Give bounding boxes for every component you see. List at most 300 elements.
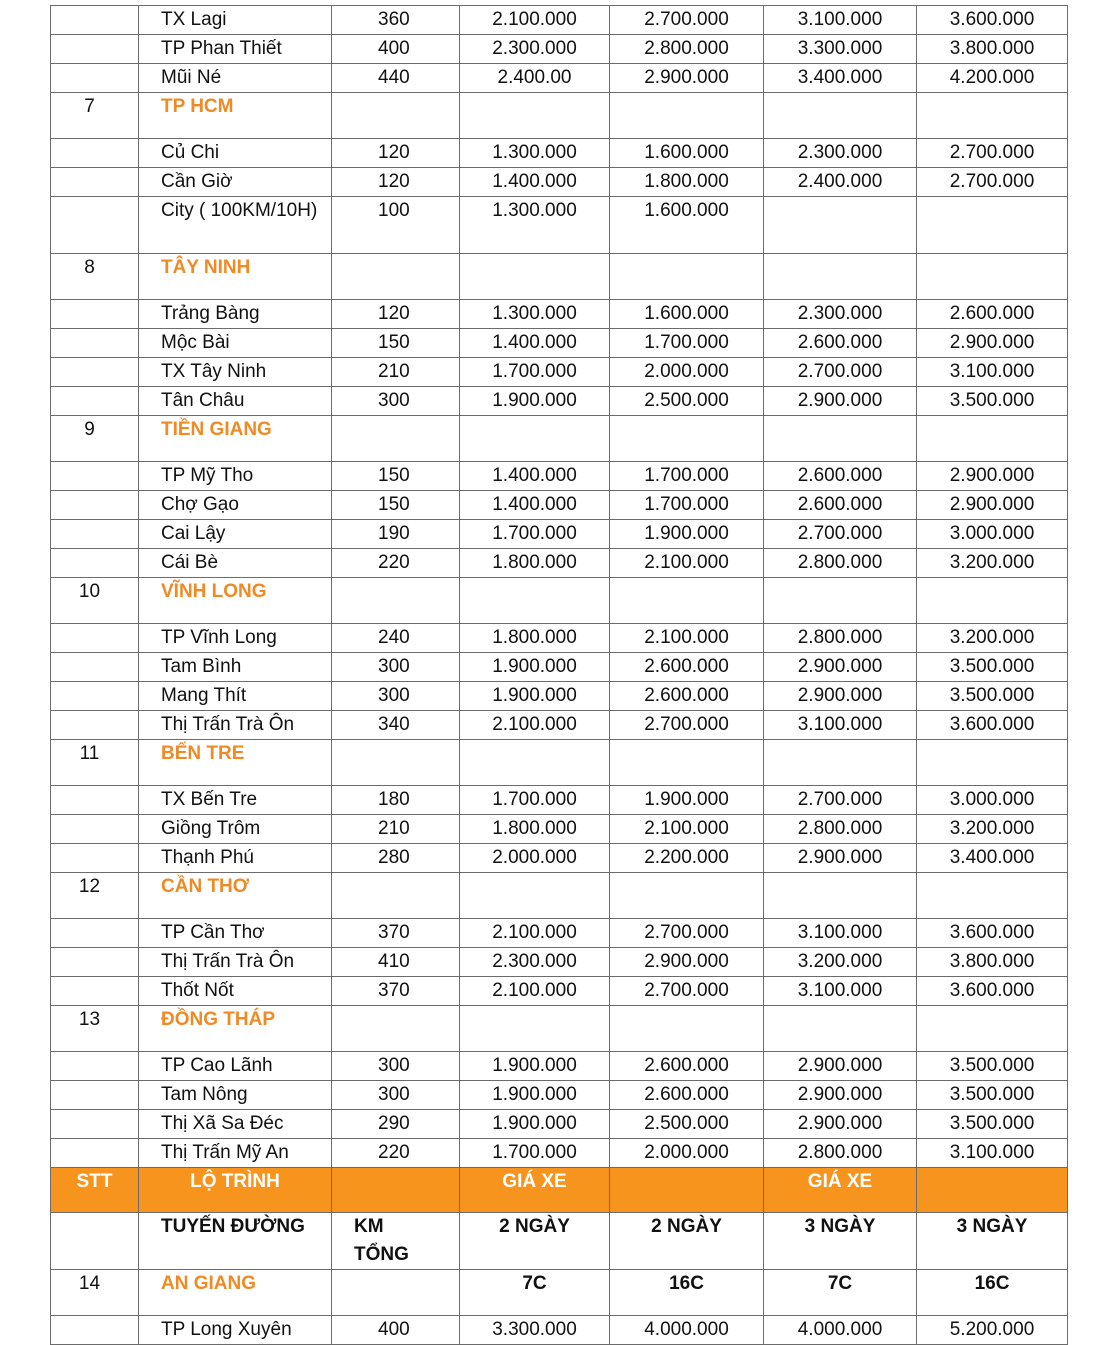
price-cell: 3.600.000 (917, 6, 1068, 35)
route-cell: Tân Châu (139, 387, 332, 416)
province-number: 13 (51, 1006, 139, 1052)
price-cell: 2.400.00 (460, 64, 610, 93)
empty-cell (460, 578, 610, 624)
route-cell: Mũi Né (139, 64, 332, 93)
route-cell: Thị Trấn Trà Ôn (139, 711, 332, 740)
price-cell: 2.700.000 (917, 168, 1068, 197)
price-cell: 3.100.000 (764, 711, 917, 740)
km-cell: 300 (332, 1081, 460, 1110)
province-row (51, 93, 1068, 139)
province-number: 7 (51, 93, 139, 139)
table-row (51, 1139, 1068, 1168)
price-cell: 3.500.000 (917, 682, 1068, 711)
table-row (51, 977, 1068, 1006)
price-cell: 1.700.000 (460, 1139, 610, 1168)
empty-cell (332, 740, 460, 786)
province-number: 8 (51, 254, 139, 300)
province-row (51, 1270, 1068, 1316)
km-cell: 440 (332, 64, 460, 93)
km-cell: 210 (332, 815, 460, 844)
stt-cell (51, 520, 139, 549)
empty-cell (610, 1006, 764, 1052)
route-cell: TP Cao Lãnh (139, 1052, 332, 1081)
km-cell: 220 (332, 1139, 460, 1168)
price-cell: 2.300.000 (764, 139, 917, 168)
price-table-sheet (50, 5, 1067, 1345)
km-cell: 190 (332, 520, 460, 549)
price-cell: 2.200.000 (610, 844, 764, 873)
empty-cell (917, 254, 1068, 300)
price-table-body (51, 6, 1068, 1345)
province-name: TÂY NINH (139, 254, 332, 300)
price-cell (917, 197, 1068, 254)
subheader-row (51, 1213, 1068, 1270)
price-cell: 2.700.000 (764, 358, 917, 387)
subheader-cell: 2 NGÀY (460, 1213, 610, 1270)
subheader-cell: TUYẾN ĐƯỜNG (139, 1213, 332, 1270)
price-cell: 4.200.000 (917, 64, 1068, 93)
province-row (51, 740, 1068, 786)
province-row (51, 416, 1068, 462)
province-name: TIỀN GIANG (139, 416, 332, 462)
empty-cell (460, 740, 610, 786)
province-number: 11 (51, 740, 139, 786)
empty-cell (610, 93, 764, 139)
km-cell: 220 (332, 549, 460, 578)
province-row (51, 578, 1068, 624)
price-cell: 2.900.000 (764, 1052, 917, 1081)
table-row (51, 1316, 1068, 1345)
price-cell: 2.000.000 (610, 1139, 764, 1168)
table-row (51, 844, 1068, 873)
km-cell: 360 (332, 6, 460, 35)
route-cell: Thốt Nốt (139, 977, 332, 1006)
km-cell: 120 (332, 139, 460, 168)
empty-cell (460, 1006, 610, 1052)
empty-cell (460, 254, 610, 300)
empty-cell (917, 1006, 1068, 1052)
stt-cell (51, 139, 139, 168)
header-cell: STT (51, 1168, 139, 1213)
km-cell: 370 (332, 977, 460, 1006)
price-cell: 2.700.000 (610, 977, 764, 1006)
km-cell: 290 (332, 1110, 460, 1139)
km-cell: 150 (332, 491, 460, 520)
table-row (51, 711, 1068, 740)
route-cell: Cái Bè (139, 549, 332, 578)
header-cell: GIÁ XE (764, 1168, 917, 1213)
route-cell: TP Vĩnh Long (139, 624, 332, 653)
empty-cell (332, 873, 460, 919)
price-cell: 2.600.000 (764, 462, 917, 491)
stt-cell (51, 168, 139, 197)
stt-cell (51, 815, 139, 844)
km-cell: 370 (332, 919, 460, 948)
table-row (51, 491, 1068, 520)
empty-cell (460, 416, 610, 462)
price-cell: 2.900.000 (764, 1081, 917, 1110)
stt-cell (51, 6, 139, 35)
price-cell: 1.300.000 (460, 300, 610, 329)
price-cell: 1.600.000 (610, 197, 764, 254)
province-number: 9 (51, 416, 139, 462)
price-cell: 2.100.000 (460, 977, 610, 1006)
price-cell: 3.400.000 (764, 64, 917, 93)
subheader-cell (332, 1213, 460, 1270)
km-cell: 120 (332, 300, 460, 329)
stt-cell (51, 1052, 139, 1081)
price-cell: 1.700.000 (610, 329, 764, 358)
route-cell: Củ Chi (139, 139, 332, 168)
table-row (51, 300, 1068, 329)
price-cell: 2.300.000 (460, 948, 610, 977)
route-cell: Tam Bình (139, 653, 332, 682)
price-cell: 4.000.000 (610, 1316, 764, 1345)
empty-cell (764, 578, 917, 624)
empty-cell (332, 1006, 460, 1052)
stt-cell (51, 786, 139, 815)
price-cell: 3.800.000 (917, 948, 1068, 977)
price-cell: 2.700.000 (610, 6, 764, 35)
price-cell: 1.600.000 (610, 300, 764, 329)
price-cell: 2.100.000 (460, 919, 610, 948)
route-cell: TP Phan Thiết (139, 35, 332, 64)
price-cell: 1.400.000 (460, 168, 610, 197)
price-cell: 2.600.000 (764, 491, 917, 520)
empty-cell (610, 740, 764, 786)
price-cell: 2.300.000 (764, 300, 917, 329)
price-cell: 2.600.000 (917, 300, 1068, 329)
table-row (51, 815, 1068, 844)
price-cell: 2.600.000 (610, 1052, 764, 1081)
price-cell: 2.700.000 (610, 919, 764, 948)
empty-cell (917, 873, 1068, 919)
stt-cell (51, 387, 139, 416)
price-cell: 2.000.000 (460, 844, 610, 873)
price-cell: 2.600.000 (610, 1081, 764, 1110)
stt-cell (51, 919, 139, 948)
price-cell: 3.200.000 (764, 948, 917, 977)
price-cell: 2.400.000 (764, 168, 917, 197)
price-cell: 1.800.000 (460, 549, 610, 578)
km-cell: 300 (332, 682, 460, 711)
km-cell: 100 (332, 197, 460, 254)
price-cell: 1.800.000 (460, 624, 610, 653)
empty-cell (332, 416, 460, 462)
price-cell: 1.900.000 (460, 682, 610, 711)
km-cell: 280 (332, 844, 460, 873)
table-row (51, 549, 1068, 578)
vehicle-type-cell: 16C (610, 1270, 764, 1316)
header-cell (332, 1168, 460, 1213)
stt-cell (51, 948, 139, 977)
route-cell: TP Mỹ Tho (139, 462, 332, 491)
price-cell: 2.900.000 (764, 387, 917, 416)
price-cell: 2.800.000 (764, 815, 917, 844)
stt-cell (51, 711, 139, 740)
km-cell: 410 (332, 948, 460, 977)
price-cell: 3.500.000 (917, 1110, 1068, 1139)
empty-cell (332, 578, 460, 624)
price-cell: 2.900.000 (764, 1110, 917, 1139)
price-cell: 3.500.000 (917, 1081, 1068, 1110)
subheader-cell: 3 NGÀY (764, 1213, 917, 1270)
table-row (51, 6, 1068, 35)
table-row (51, 682, 1068, 711)
table-row (51, 197, 1068, 254)
route-cell: Mang Thít (139, 682, 332, 711)
price-cell: 1.800.000 (460, 815, 610, 844)
province-number: 14 (51, 1270, 139, 1316)
route-cell: TX Lagi (139, 6, 332, 35)
price-cell: 2.900.000 (764, 844, 917, 873)
table-row (51, 624, 1068, 653)
subheader-cell: 3 NGÀY (917, 1213, 1068, 1270)
route-cell: Tam Nông (139, 1081, 332, 1110)
price-cell: 2.100.000 (610, 815, 764, 844)
price-cell: 2.600.000 (610, 682, 764, 711)
price-cell: 2.100.000 (460, 711, 610, 740)
km-cell: 180 (332, 786, 460, 815)
province-number: 12 (51, 873, 139, 919)
subheader-cell: 2 NGÀY (610, 1213, 764, 1270)
price-cell: 3.300.000 (460, 1316, 610, 1345)
empty-cell (917, 740, 1068, 786)
price-cell: 1.900.000 (610, 786, 764, 815)
price-cell: 3.800.000 (917, 35, 1068, 64)
table-row (51, 329, 1068, 358)
stt-cell (51, 653, 139, 682)
stt-cell (51, 624, 139, 653)
table-row (51, 64, 1068, 93)
price-cell: 2.500.000 (610, 387, 764, 416)
stt-cell (51, 1081, 139, 1110)
km-cell: 240 (332, 624, 460, 653)
stt-cell (51, 64, 139, 93)
stt-cell (51, 491, 139, 520)
empty-cell (610, 416, 764, 462)
price-cell: 1.900.000 (460, 653, 610, 682)
route-cell: TP Long Xuyên (139, 1316, 332, 1345)
route-cell: Cần Giờ (139, 168, 332, 197)
province-name: TP HCM (139, 93, 332, 139)
route-cell: Thạnh Phú (139, 844, 332, 873)
header-row (51, 1168, 1068, 1213)
stt-cell (51, 462, 139, 491)
route-cell: Thị Trấn Trà Ôn (139, 948, 332, 977)
price-cell: 3.500.000 (917, 387, 1068, 416)
price-cell: 4.000.000 (764, 1316, 917, 1345)
table-row (51, 919, 1068, 948)
price-table (50, 5, 1068, 1345)
stt-cell (51, 329, 139, 358)
empty-cell (764, 416, 917, 462)
km-cell: 210 (332, 358, 460, 387)
empty-cell (332, 1270, 460, 1316)
price-cell (764, 197, 917, 254)
price-cell: 2.800.000 (764, 1139, 917, 1168)
price-cell: 2.800.000 (764, 624, 917, 653)
price-cell: 3.600.000 (917, 919, 1068, 948)
table-row (51, 387, 1068, 416)
km-cell: 150 (332, 329, 460, 358)
price-cell: 1.700.000 (610, 491, 764, 520)
route-cell: City ( 100KM/10H) (139, 197, 332, 254)
price-cell: 2.300.000 (460, 35, 610, 64)
km-cell: 400 (332, 1316, 460, 1345)
price-cell: 2.900.000 (917, 329, 1068, 358)
route-cell: Cai Lậy (139, 520, 332, 549)
price-cell: 1.900.000 (460, 387, 610, 416)
km-cell: 120 (332, 168, 460, 197)
empty-cell (332, 93, 460, 139)
table-row (51, 786, 1068, 815)
province-name: CẦN THƠ (139, 873, 332, 919)
province-row (51, 254, 1068, 300)
price-cell: 1.900.000 (610, 520, 764, 549)
price-cell: 2.000.000 (610, 358, 764, 387)
price-cell: 3.000.000 (917, 786, 1068, 815)
price-cell: 2.700.000 (764, 520, 917, 549)
route-cell: TX Bến Tre (139, 786, 332, 815)
price-cell: 1.900.000 (460, 1052, 610, 1081)
table-row (51, 520, 1068, 549)
province-name: VĨNH LONG (139, 578, 332, 624)
province-row (51, 1006, 1068, 1052)
table-row (51, 1081, 1068, 1110)
empty-cell (460, 873, 610, 919)
price-cell: 3.200.000 (917, 624, 1068, 653)
province-name: BẾN TRE (139, 740, 332, 786)
price-cell: 1.300.000 (460, 197, 610, 254)
route-cell: Chợ Gạo (139, 491, 332, 520)
stt-cell (51, 1316, 139, 1345)
price-cell: 2.700.000 (610, 711, 764, 740)
table-row (51, 948, 1068, 977)
km-cell: 340 (332, 711, 460, 740)
price-cell: 3.500.000 (917, 1052, 1068, 1081)
empty-cell (764, 873, 917, 919)
stt-cell (51, 1110, 139, 1139)
vehicle-type-cell: 16C (917, 1270, 1068, 1316)
price-cell: 3.500.000 (917, 653, 1068, 682)
route-cell: Giồng Trôm (139, 815, 332, 844)
empty-cell (764, 740, 917, 786)
price-cell: 1.400.000 (460, 329, 610, 358)
price-cell: 1.900.000 (460, 1110, 610, 1139)
price-cell: 1.900.000 (460, 1081, 610, 1110)
route-cell: TP Cần Thơ (139, 919, 332, 948)
km-cell: 300 (332, 1052, 460, 1081)
price-cell: 3.100.000 (917, 1139, 1068, 1168)
empty-cell (332, 254, 460, 300)
table-row (51, 1110, 1068, 1139)
empty-cell (764, 93, 917, 139)
vehicle-type-cell: 7C (764, 1270, 917, 1316)
vehicle-type-cell: 7C (460, 1270, 610, 1316)
table-row (51, 462, 1068, 491)
price-cell: 1.600.000 (610, 139, 764, 168)
header-cell: LỘ TRÌNH (139, 1168, 332, 1213)
price-cell: 1.400.000 (460, 462, 610, 491)
table-row (51, 35, 1068, 64)
price-cell: 2.600.000 (610, 653, 764, 682)
km-cell: 150 (332, 462, 460, 491)
empty-cell (610, 254, 764, 300)
price-cell: 1.700.000 (610, 462, 764, 491)
price-cell: 1.400.000 (460, 491, 610, 520)
price-cell: 1.700.000 (460, 358, 610, 387)
table-row (51, 653, 1068, 682)
empty-cell (917, 93, 1068, 139)
price-cell: 1.700.000 (460, 786, 610, 815)
header-cell (610, 1168, 764, 1213)
route-cell: TX Tây Ninh (139, 358, 332, 387)
price-cell: 2.100.000 (610, 549, 764, 578)
route-cell: Thị Xã Sa Đéc (139, 1110, 332, 1139)
stt-cell (51, 35, 139, 64)
price-cell: 2.900.000 (917, 462, 1068, 491)
stt-cell (51, 682, 139, 711)
empty-cell (610, 578, 764, 624)
table-row (51, 358, 1068, 387)
km-cell: 300 (332, 387, 460, 416)
table-row (51, 1052, 1068, 1081)
price-cell: 3.100.000 (764, 919, 917, 948)
province-name: AN GIANG (139, 1270, 332, 1316)
empty-cell (610, 873, 764, 919)
price-cell: 1.800.000 (610, 168, 764, 197)
route-cell: Mộc Bài (139, 329, 332, 358)
subheader-km-line: TỔNG (354, 1244, 409, 1265)
subheader-km-line: KM (354, 1216, 384, 1237)
price-cell: 2.100.000 (460, 6, 610, 35)
price-cell: 2.600.000 (764, 329, 917, 358)
table-row (51, 168, 1068, 197)
stt-cell (51, 358, 139, 387)
stt-cell (51, 197, 139, 254)
empty-cell (917, 416, 1068, 462)
price-cell: 2.900.000 (764, 653, 917, 682)
price-cell: 3.200.000 (917, 815, 1068, 844)
price-cell: 1.300.000 (460, 139, 610, 168)
price-cell: 3.100.000 (917, 358, 1068, 387)
table-row (51, 139, 1068, 168)
price-cell: 2.900.000 (764, 682, 917, 711)
price-cell: 3.600.000 (917, 977, 1068, 1006)
price-cell: 5.200.000 (917, 1316, 1068, 1345)
price-cell: 2.500.000 (610, 1110, 764, 1139)
province-row (51, 873, 1068, 919)
price-cell: 2.800.000 (610, 35, 764, 64)
province-number: 10 (51, 578, 139, 624)
km-cell: 400 (332, 35, 460, 64)
route-cell: Thị Trấn Mỹ An (139, 1139, 332, 1168)
stt-cell (51, 549, 139, 578)
km-cell: 300 (332, 653, 460, 682)
stt-cell (51, 1139, 139, 1168)
stt-cell (51, 300, 139, 329)
stt-cell (51, 977, 139, 1006)
price-cell: 3.400.000 (917, 844, 1068, 873)
price-cell: 2.900.000 (610, 64, 764, 93)
subheader-cell (51, 1213, 139, 1270)
price-cell: 3.100.000 (764, 6, 917, 35)
empty-cell (460, 93, 610, 139)
price-cell: 2.900.000 (917, 491, 1068, 520)
price-cell: 3.200.000 (917, 549, 1068, 578)
route-cell: Trảng Bàng (139, 300, 332, 329)
